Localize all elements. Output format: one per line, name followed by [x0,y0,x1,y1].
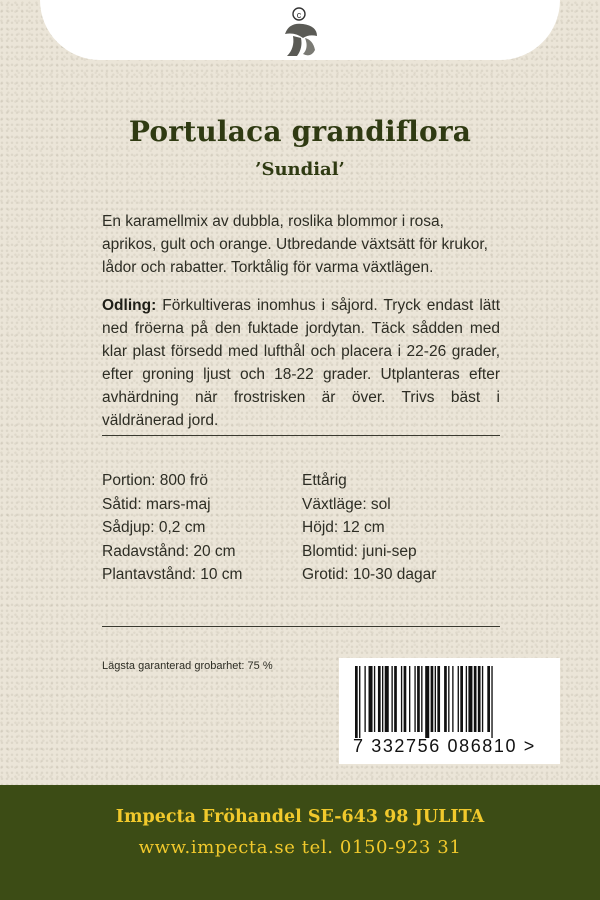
barcode-bar [382,666,383,732]
barcode-bar [487,666,490,732]
fact-height: Höjd: 12 cm [302,519,385,536]
plant-title: Portulaca grandiflora [128,115,472,148]
fact-row-spacing: Radavstånd: 20 cm [102,542,236,560]
barcode-bar [409,666,410,732]
facts-left-list [102,469,302,587]
barcode-bar [355,666,358,738]
barcode-bar [385,666,389,732]
barcode-bar [458,666,459,732]
barcode-bar [437,666,440,732]
company-contact: www.impecta.se tel. 0150-923 31 [138,837,462,858]
barcode-bar [374,666,375,732]
barcode-bar [364,666,365,732]
germination-rate: Lägsta garanterad grobarhet: 75 % [102,660,273,672]
barcode-bar [478,666,481,732]
barcode-bar [448,666,449,732]
fact-lifecycle: Ettårig [302,472,347,489]
barcode-bar [404,666,407,732]
barcode-bar [359,666,360,738]
barcode-bar [417,666,420,732]
barcode-bar [474,666,477,732]
barcode [339,658,560,764]
fact-sowing-depth: Sådjup: 0,2 cm [102,519,206,536]
barcode-bar [425,666,429,738]
fact-sowing-time: Såtid: mars-maj [102,495,211,513]
divider-top [102,435,500,436]
barcode-bar [391,666,392,732]
barcode-bar [414,666,415,732]
barcode-bar [435,666,436,732]
copyright-mushroom-logo-icon [279,4,323,62]
barcode-bar [431,666,434,732]
divider-bottom [102,626,500,627]
barcode-bars [351,666,548,738]
company-address: Impecta Fröhandel SE-643 98 JULITA [115,807,485,827]
variety-name: ’Sundial’ [255,159,345,180]
footer-banner [0,785,600,900]
facts-right-list [302,469,502,587]
fact-germination-time: Grotid: 10-30 dagar [302,566,437,583]
barcode-bar [369,666,373,732]
barcode-bar [401,666,402,732]
barcode-bar [452,666,453,732]
barcode-bar [482,666,483,732]
barcode-bar [421,666,422,732]
barcode-bar [394,666,397,732]
barcode-bar [460,666,463,732]
fact-portion: Portion: 800 frö [102,472,208,489]
barcode-bar [491,666,492,738]
description-text: En karamellmix av dubbla, roslika blommor i rosa, aprikos, gult och orange. Utbredande växtsätt för krukor, lådor och rabatter. Torktålig för varma växtlägen. [102,213,488,276]
barcode-bar [444,666,447,732]
barcode-digits: 7 332756 086810 > [353,736,536,756]
cultivation-label: Odling: [102,297,157,314]
barcode-bar [468,666,472,732]
barcode-bar [466,666,467,732]
fact-bloom-time: Blomtid: juni-sep [302,542,417,560]
svg-text:c: c [296,10,302,20]
fact-plant-spacing: Plantavstånd: 10 cm [102,566,243,583]
barcode-bar [378,666,381,732]
cultivation-text [102,294,500,432]
cultivation-body: Förkultiveras inomhus i såjord. Tryck endast lätt ned fröerna på den fuktade jordytan. Täck sådden med klar plast försedd med lufthål och placera i 22-26 grader, efter groning ljust och 18-22 grader. Utplanteras efter avhärdning när frostrisken är över. Trivs bäst i väldränerad jord. [102,297,500,429]
fact-location: Växtläge: sol [302,495,391,513]
